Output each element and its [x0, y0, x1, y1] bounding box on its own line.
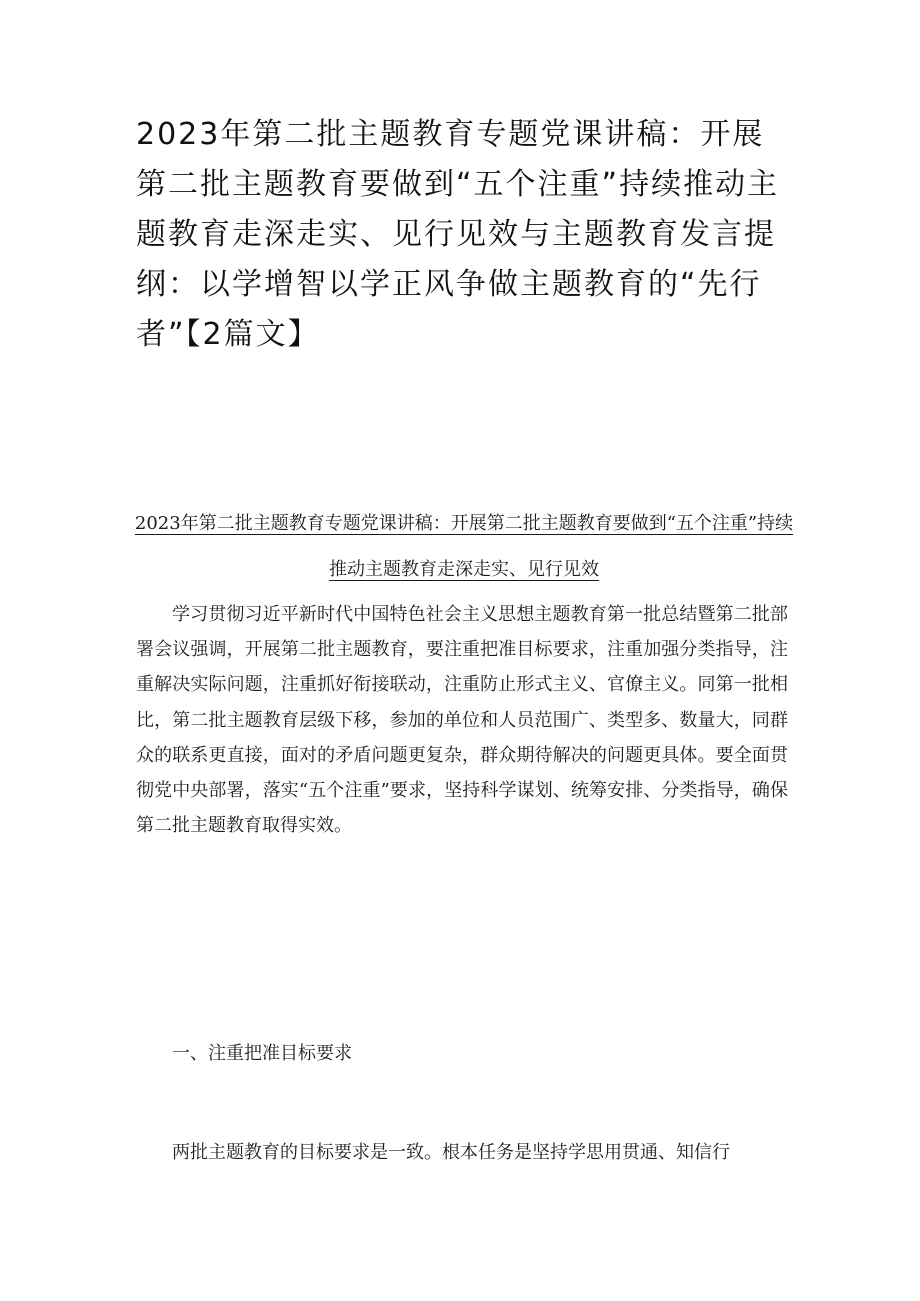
body-paragraph: 学习贯彻习近平新时代中国特色社会主义思想主题教育第一批总结暨第二批部署会议强调，开展第二批主题教育，要注重把准目标要求，注重加强分类指导，注重解决实际问题，注重抓好衔接联动，注重防止形式主义、官僚主义。同第一批相比，第二批主题教育层级下移，参加的单位和人员范围广、类型多、数量大，同群众的联系更直接，面对的矛盾问题更复杂，群众期待解决的问题更具体。要全面贯彻党中央部署，落实“五个注重”要求，坚持科学谋划、统筹安排、分类指导，确保第二批主题教育取得实效。 [136, 604, 788, 837]
document-title: 2023年第二批主题教育专题党课讲稿：开展第二批主题教育要做到“五个注重”持续推动主题教育走深走实、见行见效与主题教育发言提纲：以学增智以学正风争做主题教育的“先行者”【2篇文】 [136, 117, 780, 352]
body-paragraph: 两批主题教育的目标要求是一致。根本任务是坚持学思用贯通、知信行 [172, 1142, 730, 1163]
article-subtitle: 2023年第二批主题教育专题党课讲稿：开展第二批主题教育要做到“五个注重”持续推动主题教育走深走实、见行见效 [134, 513, 794, 580]
section-heading: 一、注重把准目标要求 [172, 1043, 352, 1064]
